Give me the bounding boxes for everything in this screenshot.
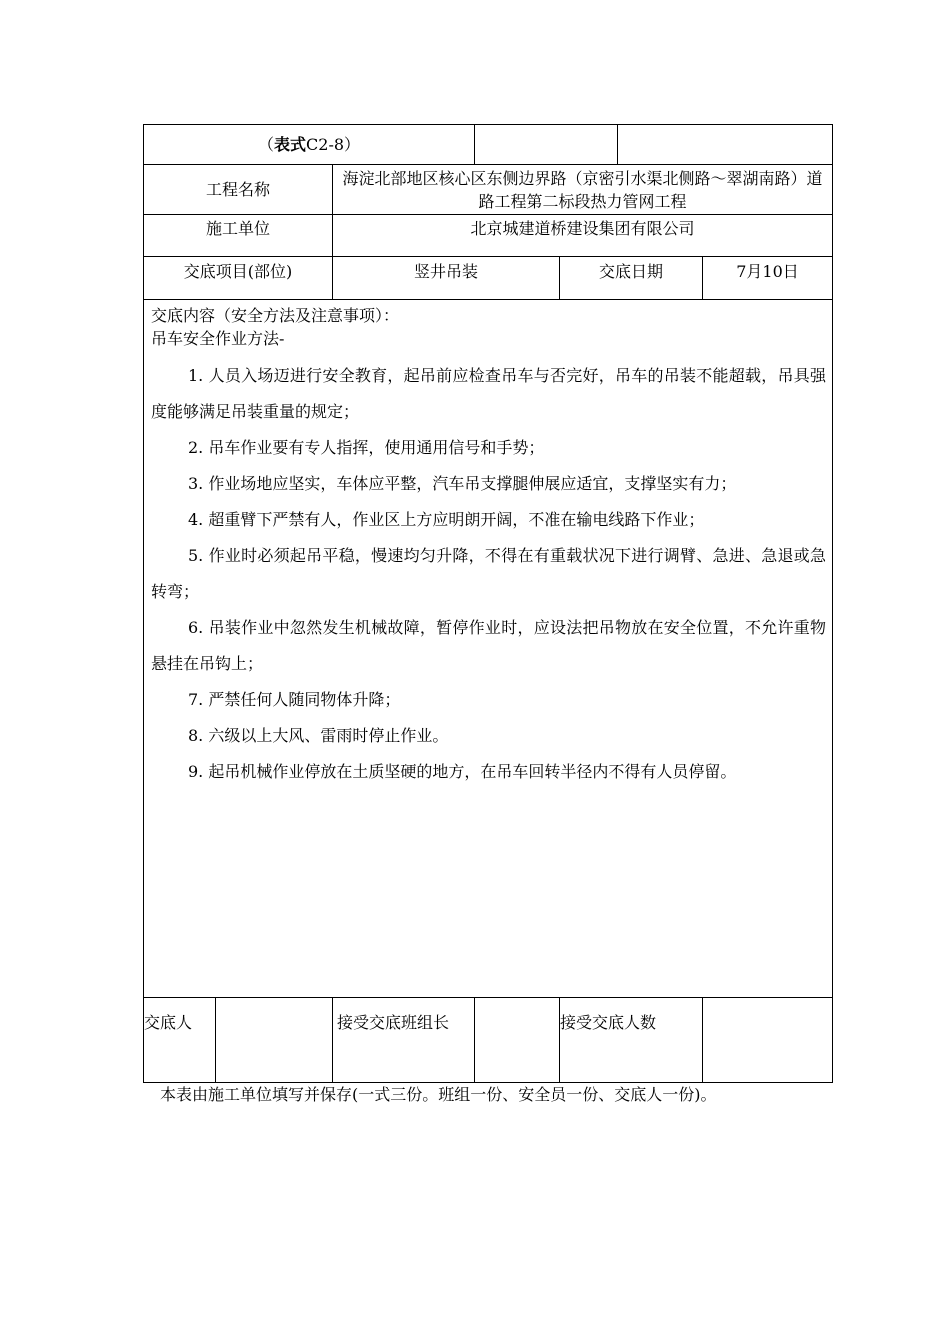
briefing-content-cell bbox=[144, 300, 833, 998]
briefing-item-value: 竖井吊装 bbox=[333, 257, 560, 300]
project-name-value: 海淀北部地区核心区东侧边界路（京密引水渠北侧路～翠湖南路）道路工程第二标段热力管网工程 bbox=[333, 165, 833, 215]
presenter-label: 交底人 bbox=[144, 998, 216, 1083]
safety-rule-3: 3. 作业场地应坚实，车体应平整，汽车吊支撑腿伸展应适宜，支撑坚实有力； bbox=[188, 474, 737, 493]
form-footnote: 本表由施工单位填写并保存(一式三份。班组一份、安全员一份、交底人一份)。 bbox=[160, 1085, 717, 1104]
team-leader-label: 接受交底班组长 bbox=[333, 998, 475, 1083]
content-heading: 交底内容（安全方法及注意事项）： bbox=[151, 306, 400, 325]
briefing-date-value: 7月10日 bbox=[703, 257, 833, 300]
construction-unit-value: 北京城建道桥建设集团有限公司 bbox=[333, 215, 833, 257]
team-leader-signature-field[interactable] bbox=[475, 998, 560, 1083]
header-blank-cell-2[interactable] bbox=[618, 125, 833, 165]
form-number: （表式C2-8） bbox=[257, 135, 361, 154]
construction-unit-label: 施工单位 bbox=[144, 215, 333, 257]
briefing-item-label: 交底项目(部位) bbox=[144, 257, 333, 300]
safety-rule-6: 6. 吊装作业中忽然发生机械故障，暂停作业时，应设法把吊物放在安全位置，不允许重物悬挂在吊钩上； bbox=[151, 618, 827, 673]
safety-rule-2: 2. 吊车作业要有专人指挥，使用通用信号和手势； bbox=[188, 438, 545, 457]
participant-count-label: 接受交底人数 bbox=[560, 998, 703, 1083]
safety-rule-5: 5. 作业时必须起吊平稳，慢速均匀升降，不得在有重载状况下进行调臂、急进、急退或急转弯； bbox=[151, 546, 827, 601]
briefing-date-label: 交底日期 bbox=[560, 257, 703, 300]
header-blank-cell-1[interactable] bbox=[475, 125, 618, 165]
safety-rule-9: 9. 起吊机械作业停放在土质坚硬的地方，在吊车回转半径内不得有人员停留。 bbox=[188, 762, 737, 781]
content-subheading: 吊车安全作业方法- bbox=[151, 329, 285, 348]
safety-rule-4: 4. 超重臂下严禁有人，作业区上方应明朗开阔，不准在输电线路下作业； bbox=[188, 510, 705, 529]
safety-rules-list bbox=[151, 358, 826, 783]
safety-rule-1: 1. 人员入场迈进行安全教育，起吊前应检查吊车与否完好，吊车的吊装不能超载，吊具强度能够满足吊装重量的规定； bbox=[151, 366, 827, 421]
safety-rule-7: 7. 严禁任何人随同物体升降； bbox=[188, 690, 401, 709]
presenter-signature-field[interactable] bbox=[216, 998, 333, 1083]
safety-briefing-form bbox=[143, 124, 833, 1083]
project-name-label: 工程名称 bbox=[144, 165, 333, 215]
safety-rule-8: 8. 六级以上大风、雷雨时停止作业。 bbox=[188, 726, 449, 745]
participant-count-field[interactable] bbox=[703, 998, 833, 1083]
form-number-cell bbox=[144, 125, 475, 165]
